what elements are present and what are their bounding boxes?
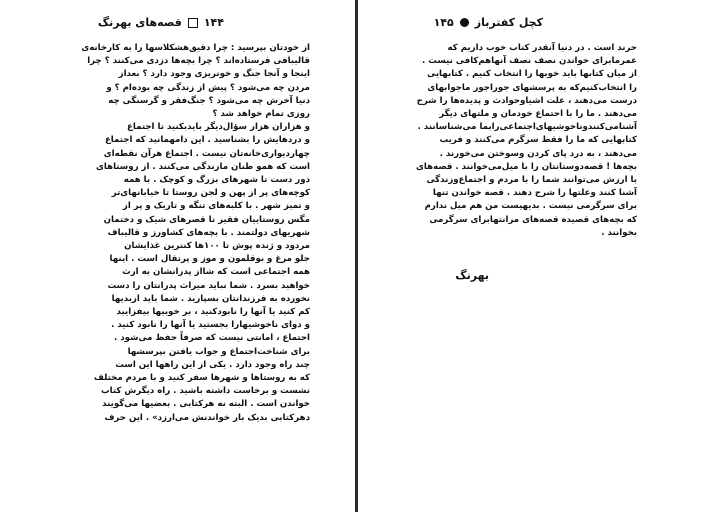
text-line: با ارزش می‌توانند شما را با مردم و اجتماع‌وزندگی xyxy=(426,175,637,186)
text-line: عمرمابرای خواندن نصف نصف آنهاهم‌کافی نیست . xyxy=(422,56,637,67)
text-line: و دردهایش را بشناسید . این دامهمانید که اجتماع xyxy=(104,135,310,146)
text-line: کتابهایی که ما را فقط سرگرم می‌کنند و فریب xyxy=(439,135,637,146)
right-page-header xyxy=(434,16,543,29)
text-line: بچه‌ها ! قصه‌دوستانتان را با میل‌می‌خوانند . قصه‌های xyxy=(416,161,637,172)
section-title: بهرنگ xyxy=(455,269,489,282)
text-line: درست می‌دهند ، علت اشیاوحوادث و پدیده‌ها را شرح xyxy=(416,95,637,106)
left-body-text xyxy=(81,42,310,425)
square-bullet-icon xyxy=(188,18,198,28)
text-line: چند راه وجود دارد . یکی از این راهها این است xyxy=(115,359,310,370)
text-line: که بچه‌های قصیده قصه‌های مرانتهابرای سرگرمی xyxy=(429,214,637,225)
text-line: و تمیز شهر . با کلبه‌های تنگه و تاریک و پر از xyxy=(122,201,310,212)
text-line: و هزاران هزار سؤال‌دیگر بایدبکنید تا اجتماع xyxy=(127,122,310,133)
right-body-text xyxy=(416,42,637,240)
text-line: نشست و برخاست داشته باشید . راه دیگرش کتاب xyxy=(101,386,310,397)
text-line: را انتخاب‌کنیم‌که به پرسشهای جوراجور ماجوابهای xyxy=(427,82,637,93)
text-line: همه اجتماعی است که شااز پدرانشان به ارث xyxy=(122,267,310,278)
running-title: کچل کفترباز xyxy=(474,16,543,29)
text-line: شهریهای دولتمند . با بچه‌های کشاورز و قالیباف xyxy=(107,227,310,238)
text-line: خواندن است . البته نه هرکتابی . بعضیها می‌گویند xyxy=(102,399,310,410)
text-line: کم کنید یا آنها را نابودکنید ، بر خوبیها بیفزایید xyxy=(116,307,310,318)
text-line: احتماع ، امانتی نیست که صرفاً حفظ می‌شود . xyxy=(113,333,310,344)
right-page xyxy=(359,0,713,512)
text-line: آشنا کنند وعلتها را شرح دهند . قصه خواندن تنها xyxy=(432,188,637,199)
text-line: روزی تمام خواهد شد ؟ xyxy=(212,109,310,120)
text-line: و دوای ناخوشیهارا بجستید یا آنها را نابود کنید . xyxy=(111,320,310,331)
text-line: دور دست تا شهرهای بزرگ و کوچک . با همه xyxy=(123,175,310,186)
text-line: خواهید بسرد . شما نباید میراث پدرانتان را دست xyxy=(107,280,310,291)
text-line: است که همو طنان مازندگی می‌کنند . از روستاهای xyxy=(96,161,310,172)
left-page-header xyxy=(98,16,224,29)
page-number: ۱۴۴ xyxy=(203,16,224,29)
round-bullet-icon xyxy=(460,18,469,27)
text-line: مردن چه می‌شود ؟ پیش از زندگی چه بوده‌ام ؟ و xyxy=(106,82,310,93)
text-line: دهرکتابی بدیک بار خواندنش می‌ارزد» . این حرف xyxy=(104,412,310,423)
running-title: قصه‌های بهرنگ xyxy=(97,16,182,29)
left-page xyxy=(0,0,354,512)
text-line: می‌دهند ، به درد پای کردن وسوختن می‌خورند . xyxy=(439,148,637,159)
text-line: چهاردیواری‌خانه‌تان نیست . اجتماع هرآن نقطه‌ای xyxy=(103,148,310,159)
text-line: حرند است . در دنیا آنقدر کتاب خوب داریم که xyxy=(447,43,637,53)
text-line: قالیبافی فرستاده‌اند ؟ چرا بچه‌ها دزدی می‌کنند ؟ چرا xyxy=(87,56,310,67)
text-line: اینجا و آنجا جنگ و خونریزی وجود دارد ؟ بعداز xyxy=(118,69,310,80)
text-line: بخوانند . xyxy=(601,227,637,238)
text-line: از خودتان بپرسید : چرا دقیق‌هشکلاسها را به کارخانه‌ی xyxy=(81,43,310,53)
text-line: مردود و ژنده پوش تا ۱۰۰‌ها کنترین غذایشان xyxy=(124,241,310,252)
text-line: کوچه‌های پر از پهن و لجن روستا تا خیابانهای‌تر xyxy=(111,188,310,199)
text-line: مگس روستاییان فقیر تا قصرهای شیک و دختمان xyxy=(103,214,310,225)
text-line: از میان کتابها باید خوبها را انتخاب کنیم . کتابهایی xyxy=(427,69,637,80)
text-line: می‌دهند . ما را با احتماع خودمان و ملتهای دیگر xyxy=(439,109,637,120)
page-number: ۱۴۵ xyxy=(433,16,454,29)
text-line: نخورده به فرزندانتان بسپارید . شما باید ازبدیها xyxy=(111,293,310,304)
page-gutter xyxy=(355,0,358,512)
text-line: برای سرگرمی نیست . بدیهیست من هم میل ندارم xyxy=(424,201,637,212)
text-line: جلو مرغ و بوقلمون و موز و پرتقال است . اینها xyxy=(109,254,310,265)
text-line: آشنامی‌کنندو‌ناخوشیهای‌اجتماعی‌رابما می‌شناسانند . xyxy=(417,122,637,133)
text-line: دنیا آخرش چه می‌شود ؟ جنگ‌فقر و گرسنگی چه xyxy=(108,95,310,106)
text-line: برای شناخت‌اجتماع و جواب یافتن بپرسشها xyxy=(127,346,310,357)
text-line: که به روستاها و شهرها سفر کنید و با مردم مختلف xyxy=(93,373,310,384)
